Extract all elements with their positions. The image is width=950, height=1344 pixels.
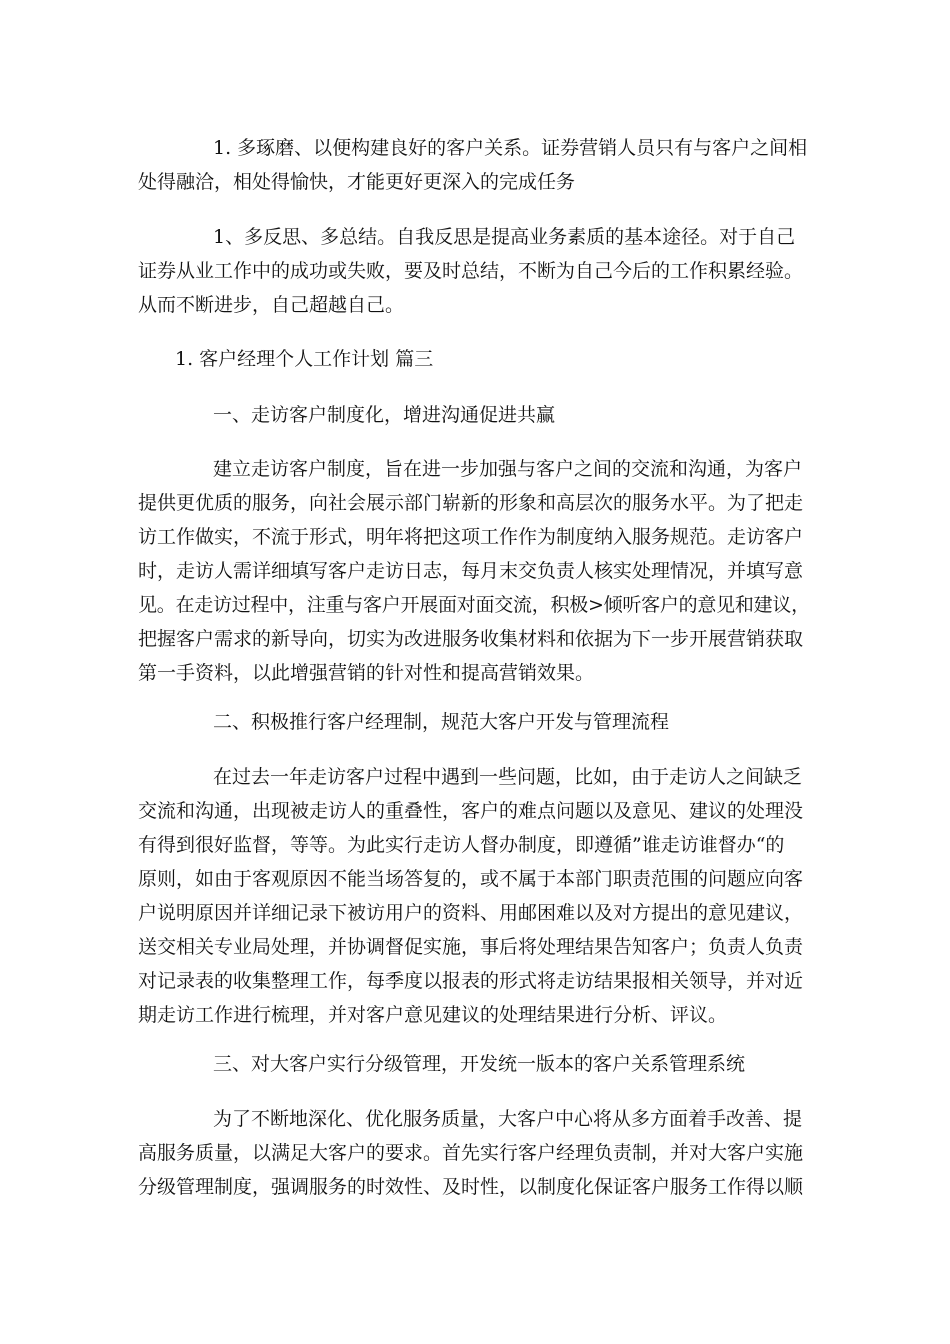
paragraph-2: [138, 220, 814, 322]
text-line: 对记录表的收集整理工作，每季度以报表的形式将走访结果报相关领导，并对近: [138, 970, 804, 992]
text-line: 建立走访客户制度，旨在进一步加强与客户之间的交流和沟通，为客户: [213, 458, 803, 480]
text-line: 交流和沟通，出现被走访人的重叠性，客户的难点问题以及意见、建议的处理没: [138, 800, 804, 822]
text-line: 处得融洽，相处得愉快，才能更好更深入的完成任务: [138, 171, 576, 193]
text-line: 有得到很好监督，等等。为此实行走访人督办制度，即遵循”谁走访谁督办“的: [138, 834, 785, 856]
text-line: 分级管理制度，强调服务的时效性、及时性，以制度化保证客户服务工作得以顺: [138, 1176, 804, 1198]
text-line: 第一手资料，以此增强营销的针对性和提高营销效果。: [138, 662, 595, 684]
paragraph-3: [138, 452, 814, 690]
subsection-heading-3: 三、对大客户实行分级管理，开发统一版本的客户关系管理系统: [213, 1053, 746, 1075]
paragraph-4: [138, 760, 814, 1032]
text-line: 户说明原因并详细记录下被访用户的资料、用邮困难以及对方提出的意见建议，: [138, 902, 804, 924]
text-line: 1. 多琢磨、以便构建良好的客户关系。证券营销人员只有与客户之间相: [213, 137, 808, 159]
text-line: 为了不断地深化、优化服务质量，大客户中心将从多方面着手改善、提: [213, 1108, 803, 1130]
text-line: 高服务质量，以满足大客户的要求。首先实行客户经理负责制，并对大客户实施: [138, 1142, 804, 1164]
text-line: 访工作做实，不流于形式，明年将把这项工作作为制度纳入服务规范。走访客户: [138, 526, 804, 548]
text-line: 提供更优质的服务，向社会展示部门崭新的形象和高层次的服务水平。为了把走: [138, 492, 804, 514]
subsection-heading-2: 二、积极推行客户经理制，规范大客户开发与管理流程: [213, 711, 670, 733]
text-line: 送交相关专业局处理，并协调督促实施，事后将处理结果告知客户；负责人负责: [138, 936, 804, 958]
text-line: 期走访工作进行梳理，并对客户意见建议的处理结果进行分析、评议。: [138, 1004, 728, 1026]
text-line: 从而不断进步，自己超越自己。: [138, 294, 405, 316]
text-line: 原则，如由于客观原因不能当场答复的，或不属于本部门职责范围的问题应向客: [138, 868, 804, 890]
text-line: 在过去一年走访客户过程中遇到一些问题，比如，由于走访人之间缺乏: [213, 766, 803, 788]
text-line: 见。在走访过程中，注重与客户开展面对面交流，积极>倾听客户的意见和建议，: [138, 594, 810, 616]
text-line: 时，走访人需详细填写客户走访日志，每月末交负责人核实处理情况，并填写意: [138, 560, 804, 582]
text-line: 1、多反思、多总结。自我反思是提高业务素质的基本途径。对于自己: [213, 226, 796, 248]
text-line: 把握客户需求的新导向，切实为改进服务收集材料和依据为下一步开展营销获取: [138, 628, 804, 650]
paragraph-5: [138, 1102, 814, 1204]
section-title: 1. 客户经理个人工作计划 篇三: [175, 348, 434, 370]
paragraph-1: [138, 131, 814, 199]
subsection-heading-1: 一、走访客户制度化，增进沟通促进共赢: [213, 404, 556, 426]
text-line: 证券从业工作中的成功或失败，要及时总结，不断为自己今后的工作积累经验。: [138, 260, 804, 282]
